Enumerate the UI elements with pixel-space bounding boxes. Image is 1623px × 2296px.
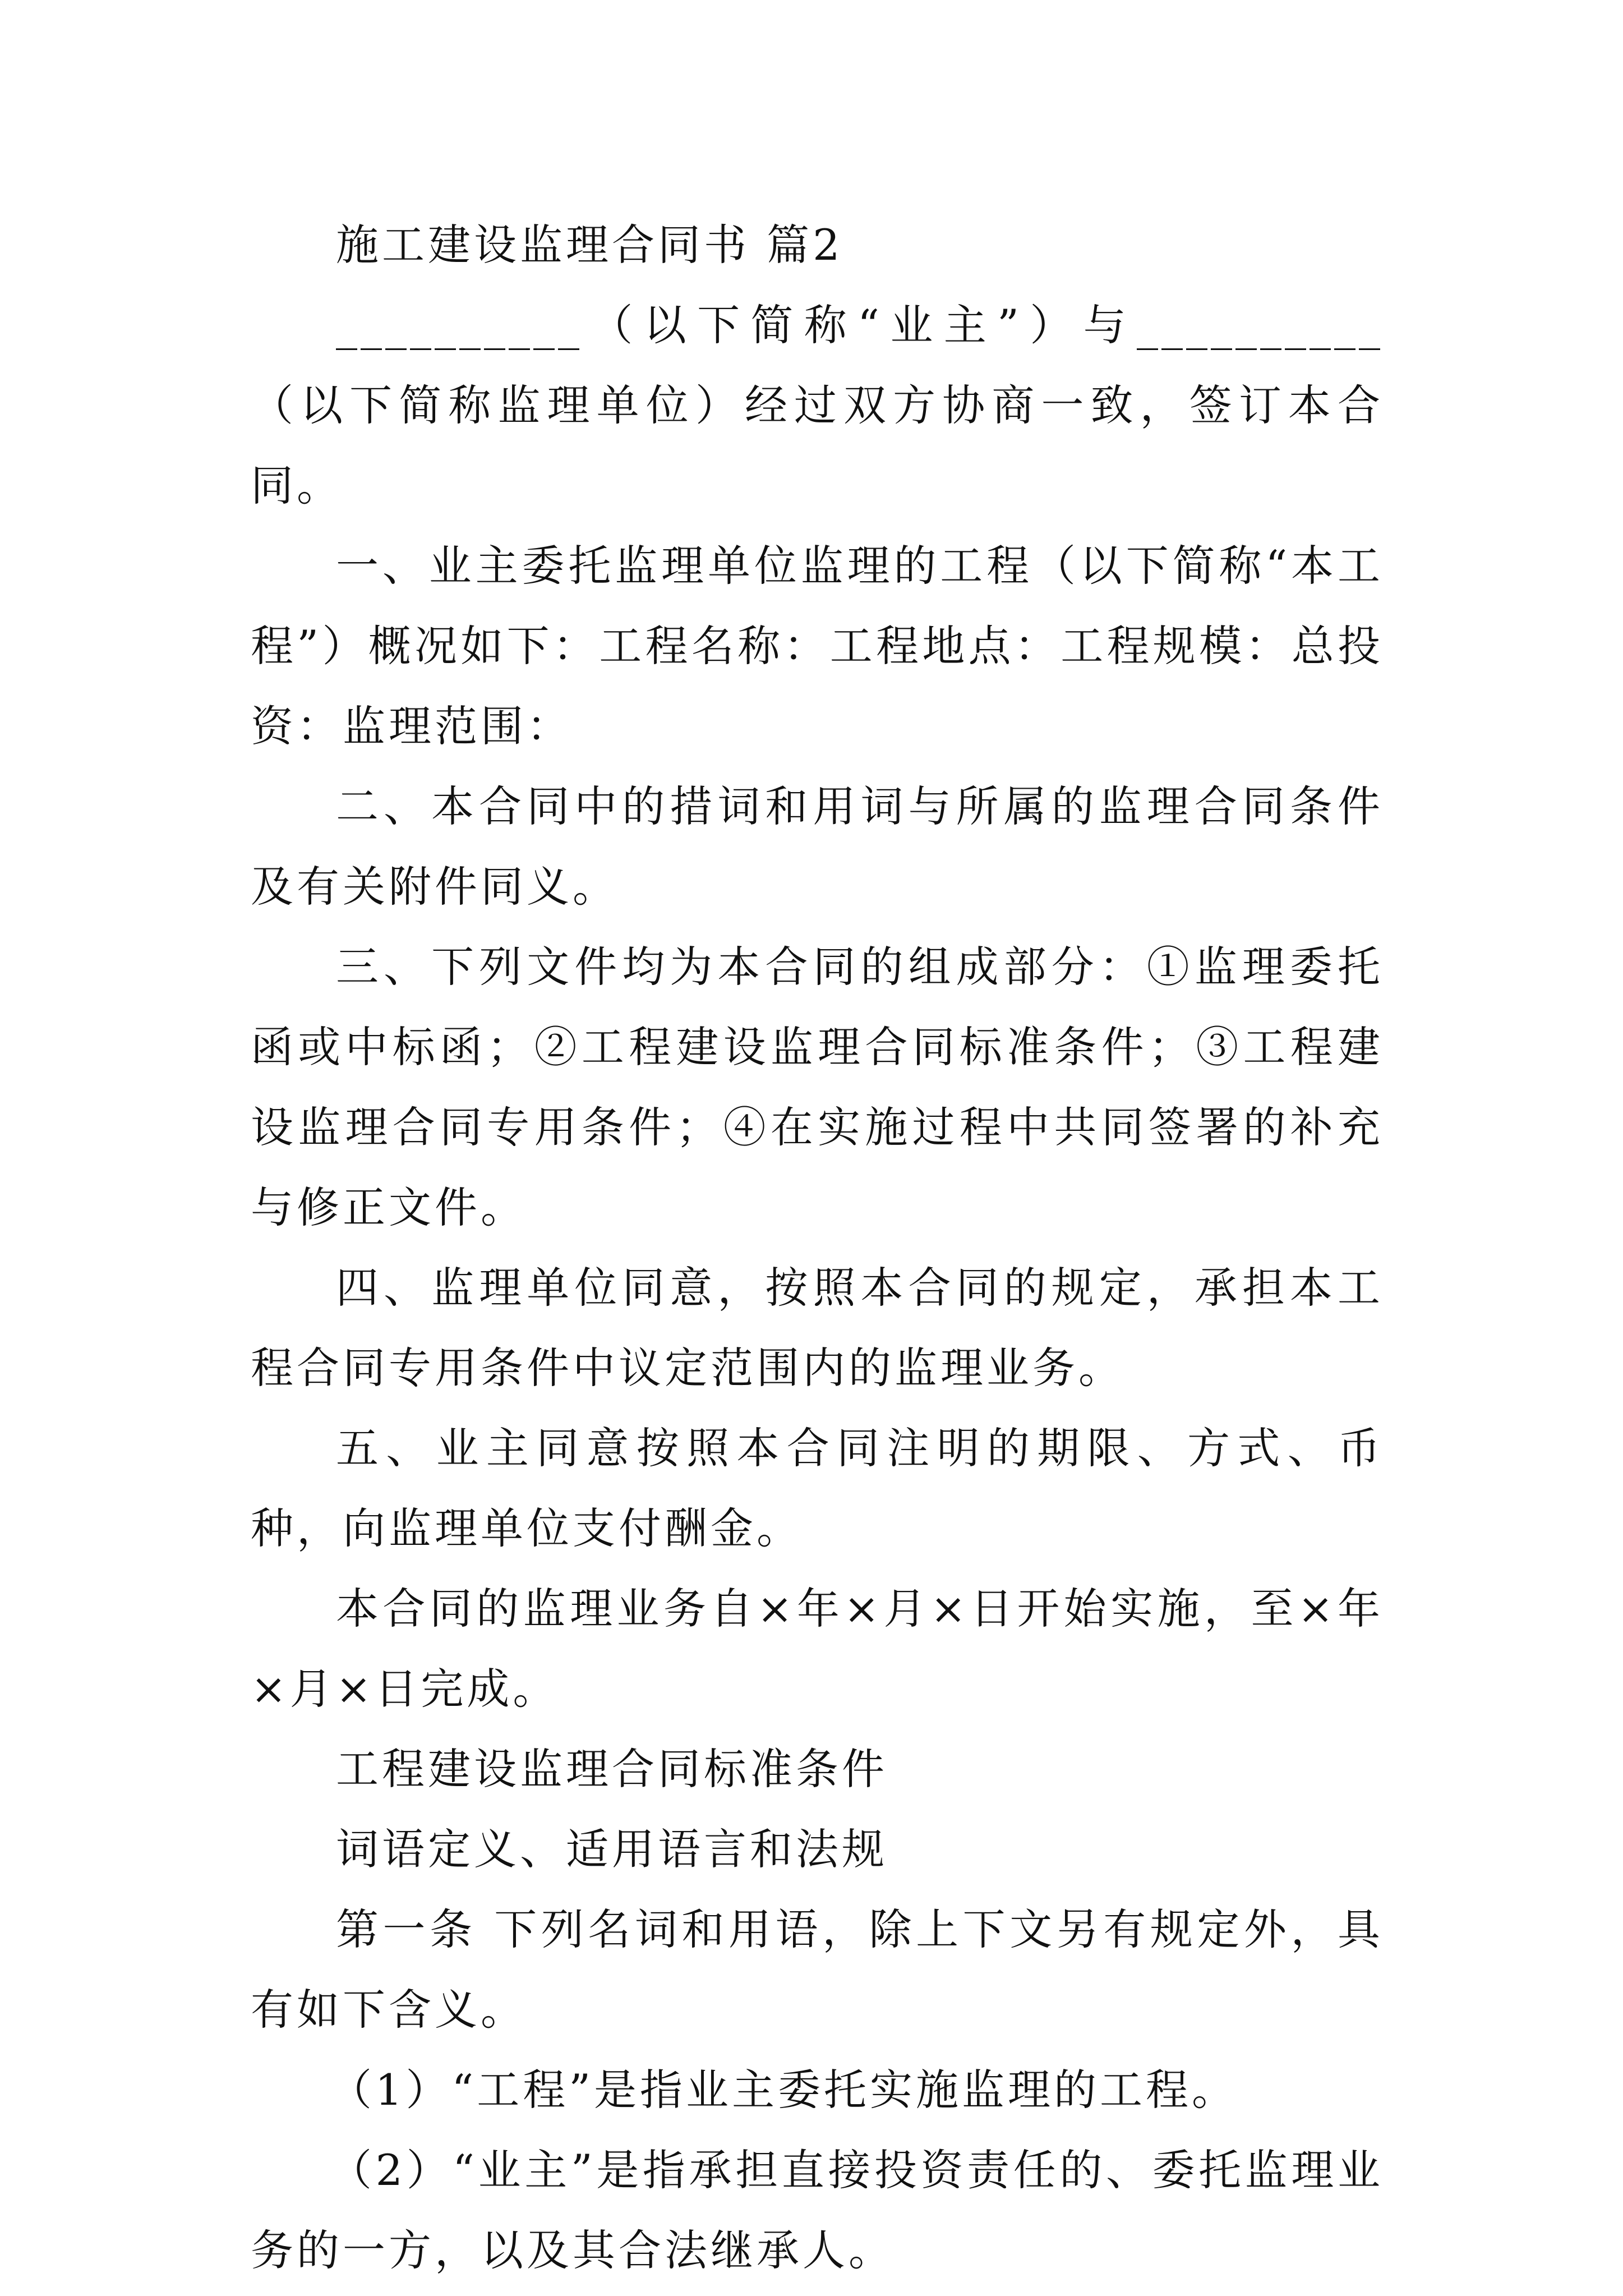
standard-conditions-heading: 工程建设监理合同标准条件 (336, 1744, 888, 1794)
definitions-heading: 词语定义、适用语言和法规 (336, 1824, 888, 1874)
definition-item-2: （2）“业主”是指承担直接投资责任的、委托监理业务的一方，以及其合法继承人。 (251, 2145, 1384, 2275)
article-3-paragraph: 三、下列文件均为本合同的组成部分：①监理委托函或中标函；②工程建设监理合同标准条件；③工程建设监理合同专用条件；④在实施过程中共同签署的补充与修正文件。 (251, 942, 1384, 1232)
document-body (251, 205, 1384, 2290)
article-5-paragraph: 五、业主同意按照本合同注明的期限、方式、币种，向监理单位支付酬金。 (251, 1423, 1384, 1553)
article-1-paragraph: 一、业主委托监理单位监理的工程（以下简称“本工程”）概况如下：工程名称：工程地点：工程规模：总投资：监理范围： (251, 541, 1384, 751)
document-heading: 施工建设监理合同书 篇2 (336, 220, 843, 270)
contract-parties-paragraph: __________（以下简称“业主”）与__________（以下简称监理单位）经过双方协商一致，签订本合同。 (251, 300, 1384, 510)
contract-period-paragraph: 本合同的监理业务自×年×月×日开始实施，至×年×月×日完成。 (251, 1584, 1384, 1714)
definition-item-1: （1）“工程”是指业主委托实施监理的工程。 (329, 2065, 1238, 2115)
clause-1-paragraph: 第一条 下列名词和用语，除上下文另有规定外，具有如下含义。 (251, 1904, 1384, 2035)
article-2-paragraph: 二、本合同中的措词和用词与所属的监理合同条件及有关附件同义。 (251, 781, 1384, 912)
article-4-paragraph: 四、监理单位同意，按照本合同的规定，承担本工程合同专用条件中议定范围内的监理业务。 (251, 1263, 1384, 1393)
